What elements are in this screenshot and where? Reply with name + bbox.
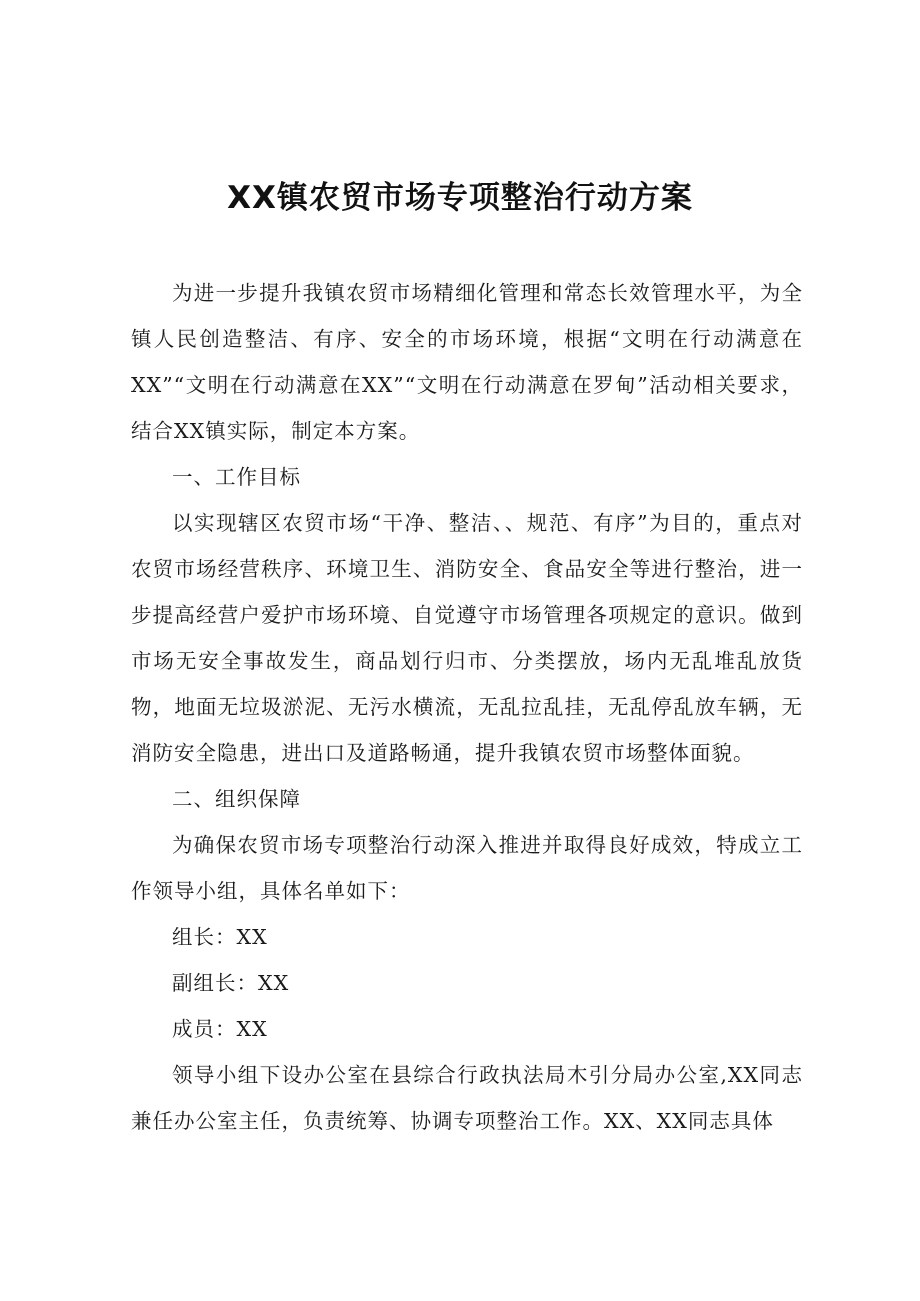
members-line: 成员：XX [172,1017,268,1041]
document-body [131,270,803,1144]
office-paragraph: 领导小组下设办公室在县综合行政执法局木引分局办公室,XX同志兼任办公室主任，负责统筹、协调专项整治工作。XX、XX同志具体 [131,1063,803,1133]
organization-paragraph: 为确保农贸市场专项整治行动深入推进并取得良好成效，特成立工作领导小组，具体名单如下： [131,833,803,903]
leader-line: 组长：XX [172,925,268,949]
work-goals-paragraph: 以实现辖区农贸市场“干净、整洁、、规范、有序”为目的，重点对农贸市场经营秩序、环境卫生、消防安全、食品安全等进行整治，进一步提高经营户爱护市场环境、自觉遵守市场管理各项规定的意识。做到市场无安全事故发生，商品划行归市、分类摆放，场内无乱堆乱放货物，地面无垃圾淤泥、无污水横流，无乱拉乱挂，无乱停乱放车辆，无消防安全隐患，进出口及道路畅通，提升我镇农贸市场整体面貌。 [131,511,803,765]
section-heading-organization: 二、组织保障 [172,787,301,811]
deputy-leader-line: 副组长：XX [172,971,290,995]
section-heading-work-goals: 一、工作目标 [172,465,301,489]
intro-paragraph: 为进一步提升我镇农贸市场精细化管理和常态长效管理水平，为全镇人民创造整洁、有序、安全的市场环境，根据“文明在行动满意在XX”“文明在行动满意在XX”“文明在行动满意在罗甸”活动相关要求，结合XX镇实际，制定本方案。 [131,281,803,443]
document-title: XX镇农贸市场专项整治行动方案 [227,180,693,216]
